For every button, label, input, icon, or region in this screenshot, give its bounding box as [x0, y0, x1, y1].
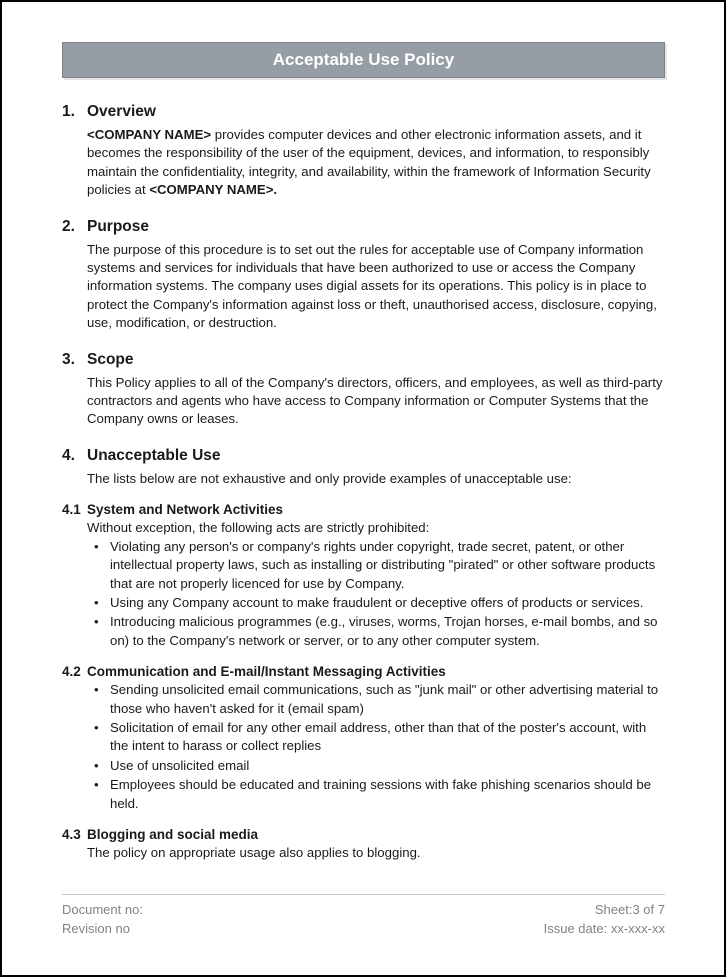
- bullet-text: Use of unsolicited email: [110, 757, 250, 773]
- section-number: 1.: [62, 103, 75, 120]
- subsection-system-network-activities: [62, 501, 665, 650]
- section-heading-scope: [62, 350, 665, 370]
- company-name-placeholder: <COMPANY NAME>.: [149, 182, 278, 198]
- bullet-icon: •: [94, 614, 99, 630]
- list-item: [94, 538, 665, 593]
- list-item: [94, 681, 665, 718]
- company-name-placeholder: <COMPANY NAME>: [87, 127, 212, 142]
- list-item: [94, 594, 665, 612]
- footer-revision-no: Revision no: [62, 921, 130, 936]
- subsection-communication-email: [62, 663, 665, 813]
- list-item: [94, 613, 665, 650]
- bullet-list: [94, 681, 665, 813]
- footer-issue-date: Issue date: xx-xxx-xx: [543, 921, 665, 936]
- bullet-icon: •: [94, 538, 99, 554]
- bullet-icon: •: [94, 719, 99, 735]
- list-item: [94, 719, 665, 756]
- footer-right: [544, 900, 665, 938]
- section-title: Overview: [87, 103, 156, 120]
- subsection-lead: The policy on appropriate usage also applies to blogging.: [87, 844, 421, 860]
- page-footer: [62, 894, 665, 938]
- bullet-text: Violating any person's or company's rights under copyright, trade secret, patent, or other intellectual property laws, such as installing or distributing "pirated" or other software products that are not properly licenced for use by Company.: [110, 538, 656, 591]
- subsection-number: 4.1: [62, 502, 81, 518]
- section-number: 2.: [62, 217, 75, 235]
- subsection-title: Blogging and social media: [87, 826, 259, 842]
- subsection-title: Communication and E-mail/Instant Messaging Activities: [87, 664, 446, 680]
- bullet-icon: •: [94, 757, 99, 773]
- subsection-number: 4.2: [62, 664, 81, 680]
- subsection-heading: [62, 501, 665, 519]
- bullet-text: Introducing malicious programmes (e.g., viruses, worms, Trojan horses, e-mail bombs, and so on) to the Company's network or server, or to any other computer system.: [110, 614, 658, 648]
- section-overview: [62, 102, 665, 200]
- document-content: [2, 2, 724, 862]
- list-item: [94, 757, 665, 775]
- list-item: [94, 776, 665, 813]
- bullet-list: [94, 538, 665, 650]
- bullet-icon: •: [94, 594, 99, 610]
- section-number: 3.: [62, 350, 75, 368]
- footer-document-no: Document no:: [62, 902, 143, 917]
- bullet-text: Sending unsolicited email communications, such as "junk mail" or other advertising material to those who haven't asked for it (email spam): [110, 682, 659, 716]
- overview-body-text: provides computer devices and other electronic information assets, and it becomes the responsibility of the user of the equipment, devices, and information, to responsibly maintain the confidentiality, integrity, and availability, within the framework of Information Security policies at: [87, 127, 651, 198]
- bullet-icon: •: [94, 777, 99, 793]
- section-heading-overview: [62, 102, 665, 122]
- section-title: Scope: [87, 350, 134, 368]
- section-scope: [62, 350, 665, 429]
- document-title: Acceptable Use Policy: [272, 50, 455, 69]
- subsection-heading: [62, 826, 665, 844]
- section-title: Purpose: [87, 217, 150, 235]
- section-unacceptable-use: [62, 446, 665, 863]
- section-scope-paragraph: This Policy applies to all of the Company's directors, officers, and employees, as well as third-party contractors and agents who have access to Company information or Computer Systems that the Company owns or leases.: [87, 374, 663, 427]
- document-title-banner: [62, 42, 665, 78]
- bullet-text: Solicitation of email for any other email address, other than that of the poster's account, with the intent to harass or collect replies: [110, 719, 647, 754]
- subsection-title: System and Network Activities: [87, 502, 284, 518]
- subsection-blogging-social-media: [62, 826, 665, 862]
- footer-sheet: Sheet:3 of 7: [594, 902, 665, 917]
- section-purpose: [62, 217, 665, 333]
- section-overview-paragraph: [87, 126, 665, 200]
- footer-left: [62, 900, 143, 938]
- bullet-text: Employees should be educated and training sessions with fake phishing scenarios should be held.: [110, 777, 652, 811]
- bullet-text: Using any Company account to make fraudulent or deceptive offers of products or services.: [110, 594, 644, 610]
- subsection-number: 4.3: [62, 826, 81, 842]
- bullet-icon: •: [94, 682, 99, 698]
- section-number: 4.: [62, 446, 75, 464]
- section-unacceptable-intro: The lists below are not exhaustive and only provide examples of unacceptable use:: [87, 470, 572, 486]
- subsection-lead: Without exception, the following acts are strictly prohibited:: [87, 520, 430, 536]
- section-purpose-paragraph: The purpose of this procedure is to set out the rules for acceptable use of Company information systems and services for individuals that have been authorized to use or access the Company information systems. The company uses digial assets for its operations. This policy is in place to protect the Company's information against loss or theft, unauthorised access, disclosure, copying, use, modification, or destruction.: [87, 241, 657, 331]
- section-heading-purpose: [62, 217, 665, 237]
- subsection-heading: [62, 663, 665, 681]
- section-title: Unacceptable Use: [87, 446, 221, 464]
- section-heading-unacceptable-use: [62, 446, 665, 466]
